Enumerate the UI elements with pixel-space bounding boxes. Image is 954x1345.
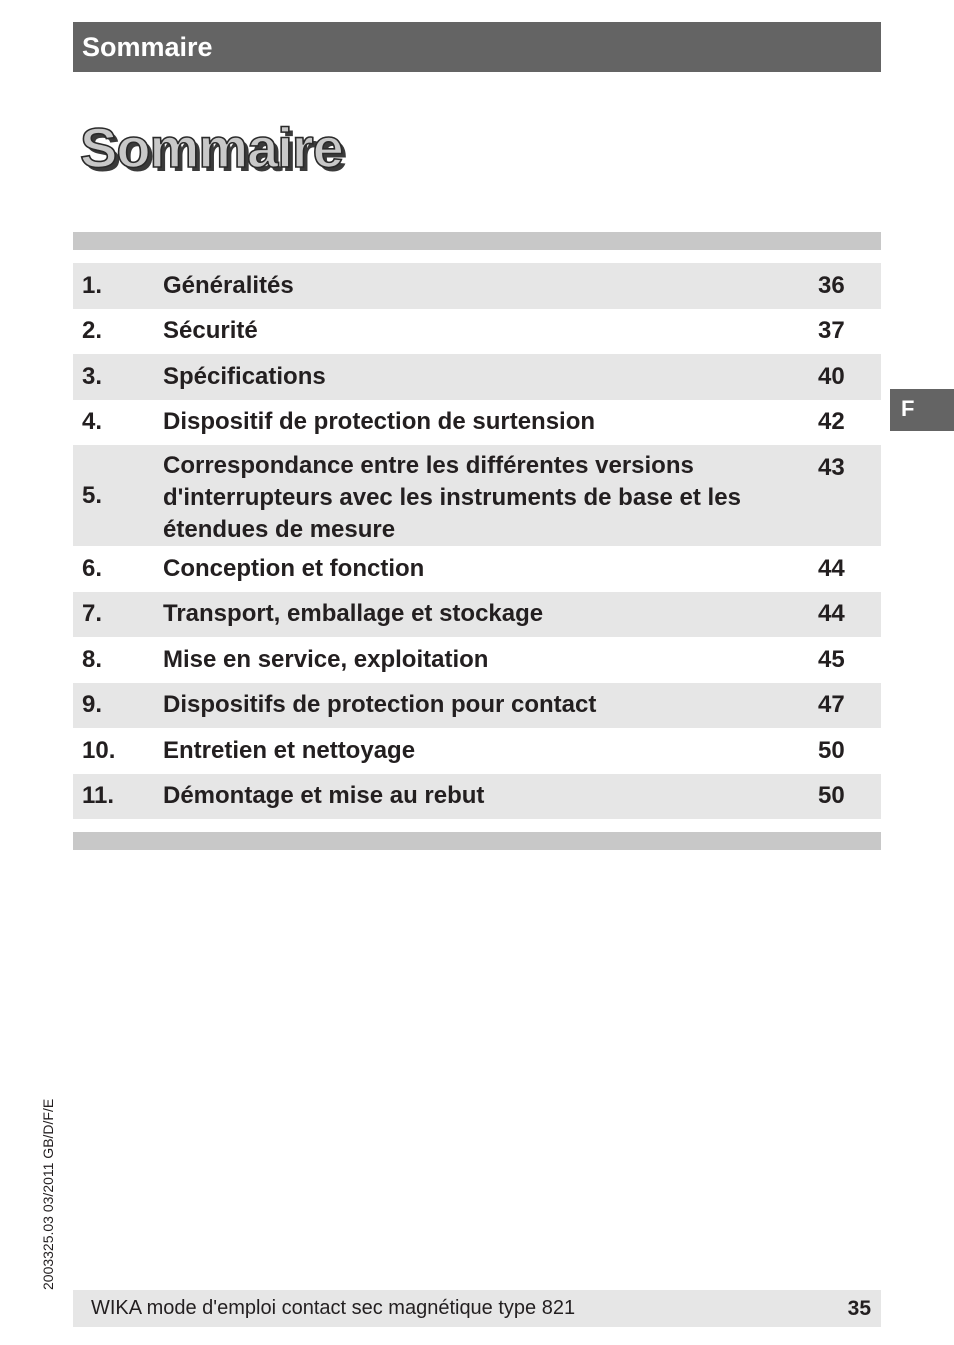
section-header-title: Sommaire xyxy=(82,32,213,62)
toc-entry-title: Mise en service, exploitation xyxy=(163,645,489,673)
footer-page-number: 35 xyxy=(847,1296,871,1320)
toc-entry-page: 50 xyxy=(818,782,845,810)
toc-entry-number: 11. xyxy=(82,782,115,810)
bottom-divider xyxy=(73,832,881,850)
toc-entry-8[interactable] xyxy=(73,637,881,683)
toc-entry-3[interactable] xyxy=(73,354,881,400)
toc-entry-title: Transport, emballage et stockage xyxy=(163,600,544,628)
section-header xyxy=(73,22,881,72)
document-code: 2003325.03 03/2011 GB/D/F/E xyxy=(40,1098,56,1290)
toc-entry-number: 8. xyxy=(82,645,103,673)
toc-entry-page: 43 xyxy=(818,454,845,481)
toc-entry-page: 44 xyxy=(818,554,845,582)
toc-entry-number: 2. xyxy=(82,317,103,345)
toc-entry-title: Spécifications xyxy=(163,362,326,390)
toc-entry-title: Entretien et nettoyage xyxy=(163,736,416,764)
toc-entry-title: Généralités xyxy=(163,271,294,299)
toc-entry-page: 45 xyxy=(818,645,845,673)
toc-entry-page: 50 xyxy=(818,736,845,764)
toc-entry-page: 36 xyxy=(818,271,845,299)
toc-entry-title: Dispositif de protection de surtension xyxy=(163,408,596,436)
toc-entry-number: 10. xyxy=(82,736,116,764)
toc-entry-title: Démontage et mise au rebut xyxy=(163,782,485,810)
toc-entry-number: 1. xyxy=(82,271,103,299)
toc-entry-page: 40 xyxy=(818,362,845,390)
toc-entry-title: Conception et fonction xyxy=(163,554,425,582)
page-footer xyxy=(73,1290,881,1327)
toc-entry-title: Sécurité xyxy=(163,317,258,345)
table-of-contents xyxy=(73,263,881,819)
toc-entry-9[interactable] xyxy=(73,683,881,729)
toc-entry-number: 9. xyxy=(82,691,103,719)
toc-entry-title: Correspondance entre les différentes versions d'interrupteurs avec les instruments de base et les étendues de mesure xyxy=(163,452,741,543)
toc-entry-number: 5. xyxy=(82,481,103,509)
toc-entry-page: 47 xyxy=(818,691,845,719)
toc-entry-11[interactable] xyxy=(73,774,881,820)
toc-entry-page: 37 xyxy=(818,317,845,345)
toc-entry-number: 3. xyxy=(82,362,103,390)
toc-entry-10[interactable] xyxy=(73,728,881,774)
page-title: Sommaire xyxy=(80,116,343,179)
toc-entry-4[interactable] xyxy=(73,400,881,446)
toc-entry-7[interactable] xyxy=(73,592,881,638)
footer-text: WIKA mode d'emploi contact sec magnétique type 821 xyxy=(91,1297,576,1319)
top-divider xyxy=(73,232,881,250)
toc-entry-title: Dispositifs de protection pour contact xyxy=(163,691,597,719)
toc-entry-number: 6. xyxy=(82,554,103,582)
toc-entry-page: 44 xyxy=(818,600,845,628)
toc-entry-1[interactable] xyxy=(73,263,881,309)
toc-entry-6[interactable] xyxy=(73,546,881,592)
toc-entry-2[interactable] xyxy=(73,309,881,355)
toc-entry-number: 4. xyxy=(82,408,103,436)
toc-entry-5[interactable] xyxy=(73,445,881,546)
language-tab-label: F xyxy=(901,396,915,421)
toc-entry-number: 7. xyxy=(82,600,103,628)
language-tab[interactable] xyxy=(890,389,954,431)
toc-entry-page: 42 xyxy=(818,408,845,436)
